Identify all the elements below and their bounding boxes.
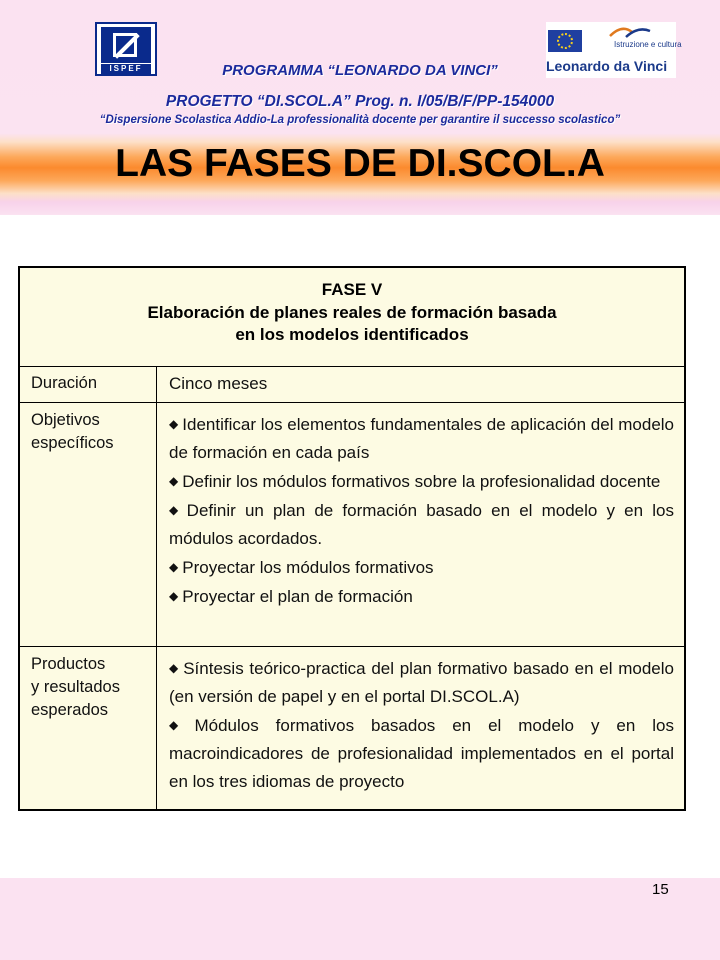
ispef-logo-mark	[101, 27, 151, 63]
table-row-objectives	[20, 403, 684, 647]
diamond-bullet-icon: ◆	[169, 474, 179, 488]
bullet-item	[169, 496, 674, 553]
page-number: 15	[652, 881, 669, 898]
diamond-bullet-icon: ◆	[169, 417, 179, 431]
swoosh-icon	[608, 24, 652, 40]
phase-label: FASE V	[321, 280, 383, 299]
row-value	[169, 370, 674, 398]
bullet-text: Cinco meses	[169, 374, 268, 393]
phase-table-header	[20, 268, 684, 367]
bullet-item	[169, 553, 674, 582]
bullet-text: Identificar los elementos fundamentales de aplicación del modelo de formación en cada país	[169, 415, 675, 462]
diamond-bullet-icon: ◆	[169, 503, 183, 517]
bullet-item	[169, 654, 674, 711]
bullet-text: Proyectar el plan de formación	[182, 587, 413, 606]
leonardo-logo-subtitle: Istruzione e cultura	[614, 40, 682, 49]
bullet-item	[169, 467, 674, 496]
phase-heading-line-2: en los modelos identificados	[235, 325, 469, 344]
project-subtitle: “Dispersione Scolastica Addio-La professionalità docente per garantire il successo scolastico”	[99, 114, 621, 126]
table-row-products	[20, 647, 684, 809]
phase-heading-line-1: Elaboración de planes reales de formación basada	[147, 303, 557, 322]
row-content	[157, 403, 684, 646]
row-label-line: Objetivos	[31, 411, 100, 429]
bullet-text: Módulos formativos basados en el modelo y en los macroindicadores de profesionalidad implementados en el portal en los tres idiomas de proyecto	[169, 716, 674, 791]
row-label-line: específicos	[31, 434, 114, 452]
programme-heading: PROGRAMMA “LEONARDO DA VINCI”	[222, 62, 498, 79]
footer-background-band	[0, 878, 720, 960]
diamond-bullet-icon: ◆	[169, 589, 179, 603]
bullet-text: Definir los módulos formativos sobre la profesionalidad docente	[182, 472, 661, 491]
leonardo-logo-name: Leonardo da Vinci	[546, 58, 668, 74]
bullet-text: Proyectar los módulos formativos	[182, 558, 434, 577]
row-label	[20, 366, 157, 402]
diamond-bullet-icon: ◆	[169, 661, 180, 675]
bullet-item	[169, 582, 674, 611]
project-heading: PROGETTO “DI.SCOL.A” Prog. n. I/05/B/F/PP-154000	[165, 93, 555, 110]
ispef-logo-text: ISPEF	[101, 64, 151, 74]
bullet-text: Definir un plan de formación basado en el modelo y en los módulos acordados.	[169, 501, 674, 548]
diamond-bullet-icon: ◆	[169, 560, 179, 574]
row-label-line: Productos	[31, 655, 106, 673]
bullet-item	[169, 410, 674, 467]
diamond-bullet-icon: ◆	[169, 718, 191, 732]
eu-flag-icon	[548, 30, 582, 52]
row-content	[157, 647, 684, 809]
row-label-line: esperados	[31, 701, 109, 719]
row-label-line: Duración	[31, 374, 98, 392]
table-row-duration	[20, 366, 684, 403]
bullet-text: Síntesis teórico-practica del plan formativo basado en el modelo (en versión de papel y en el portal DI.SCOL.A)	[169, 659, 674, 706]
bullet-item	[169, 711, 674, 796]
row-content	[157, 366, 684, 402]
phase-table	[18, 266, 686, 811]
row-label	[20, 647, 157, 809]
row-label	[20, 403, 157, 646]
row-label-line: y resultados	[31, 678, 120, 696]
page-title: LAS FASES DE DI.SCOL.A	[115, 142, 605, 185]
